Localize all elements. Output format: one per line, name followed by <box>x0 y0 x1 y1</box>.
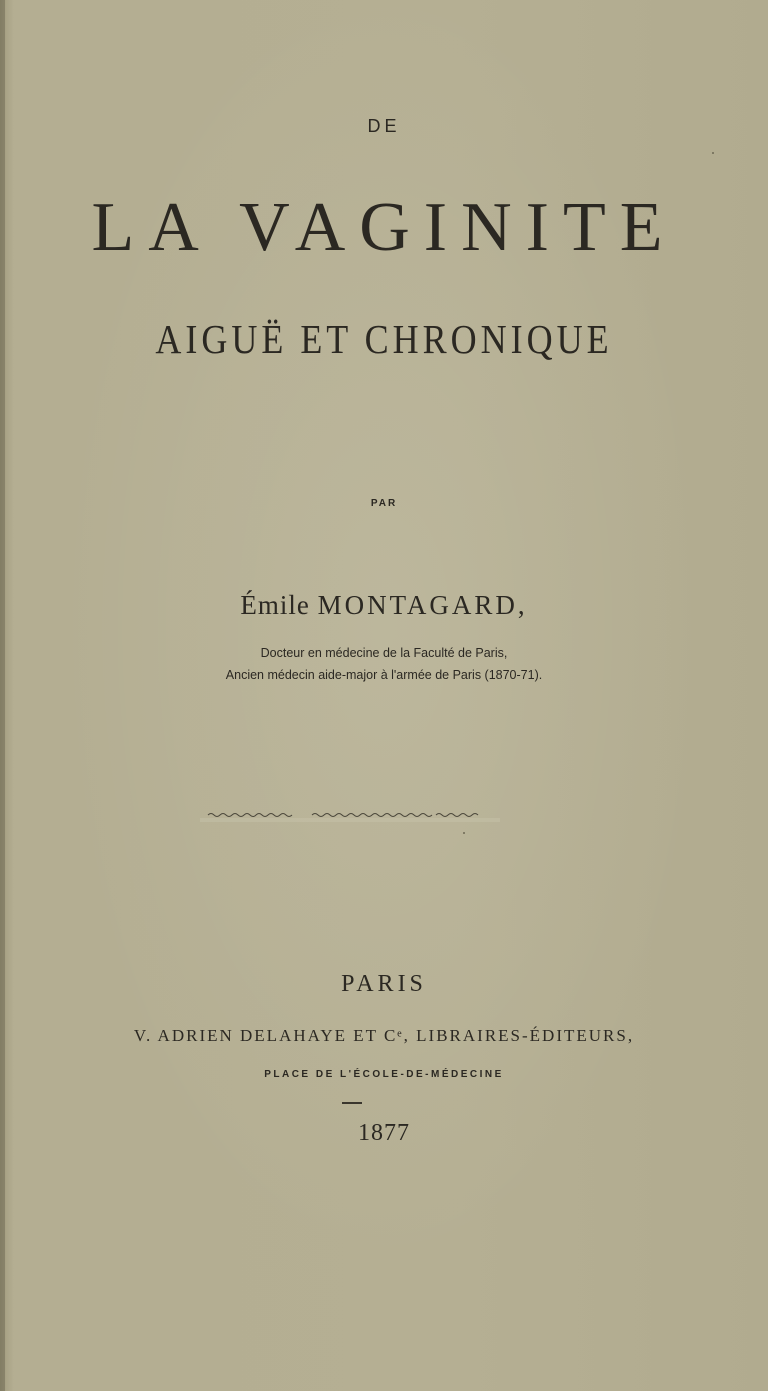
book-subtitle: AIGUË ET CHRONIQUE <box>155 316 613 362</box>
author-name <box>0 590 768 621</box>
publisher: V. ADRIEN DELAHAYE ET Cᵉ, LIBRAIRES-ÉDITEURS, <box>133 1026 635 1045</box>
author-credential-1: Docteur en médecine de la Faculté de Paris, <box>260 646 508 660</box>
publication-year: 1877 <box>358 1120 410 1146</box>
author-surname: MONTAGARD, <box>317 590 528 620</box>
paper-speck <box>712 152 714 154</box>
author-credential-2: Ancien médecin aide-major à l'armée de Paris (1870-71). <box>225 668 543 682</box>
author-given-name: Émile <box>240 590 310 620</box>
title-preposition: DE <box>367 116 401 136</box>
ornamental-rule <box>200 806 500 826</box>
publisher-address: PLACE DE L'ÉCOLE-DE-MÉDECINE <box>264 1069 504 1080</box>
paper-speck <box>463 832 465 834</box>
publication-city: PARIS <box>341 971 427 997</box>
book-title: LA VAGINITE <box>91 189 677 266</box>
short-rule <box>342 1102 362 1104</box>
by-label: PAR <box>370 498 398 509</box>
